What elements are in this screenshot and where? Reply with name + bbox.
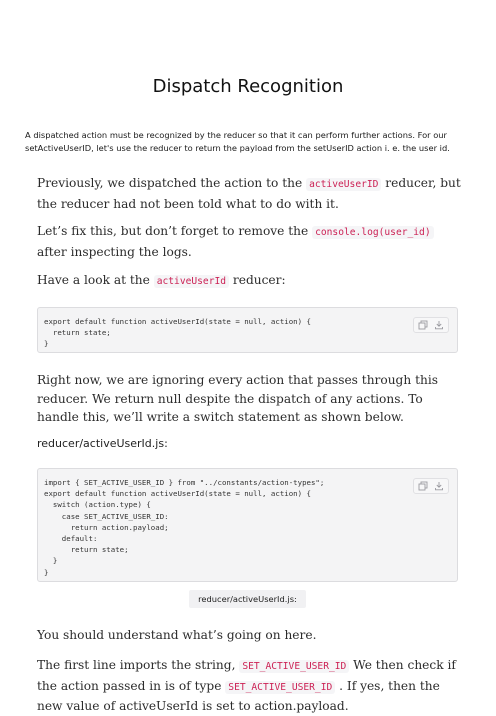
code-actions [413, 317, 449, 333]
text: Have a look at the [37, 273, 154, 287]
paragraph-fix [37, 222, 462, 261]
text: after inspecting the logs. [37, 244, 192, 259]
text: reducer, but the reducer had not been told what to do with it. [37, 176, 461, 211]
inline-code: SET_ACTIVE_USER_ID [239, 660, 349, 673]
inline-code: activeUserID [306, 178, 381, 191]
text: Previously, we dispatched the action to the [37, 176, 307, 190]
code-caption: reducer/activeUserId.js: [189, 590, 306, 608]
paragraph-understand: You should understand what’s going on here. [37, 628, 317, 642]
paragraph-first-line [37, 656, 462, 716]
text: Let’s fix this, but don’t forget to remove the [37, 224, 313, 238]
code-actions [413, 478, 449, 494]
lesson-summary: A dispatched action must be recognized by the reducer so that it can perform further actions. For our setActiveUserID, let's use the reducer to return the payload from the setUserID action i. e. the user id. [25, 130, 450, 153]
page-title: Dispatch Recognition [152, 76, 344, 97]
copy-icon[interactable] [418, 481, 428, 491]
code-block-reducer [37, 468, 458, 582]
inline-code: console.log(user_id) [312, 226, 434, 239]
download-icon[interactable] [434, 481, 444, 491]
paragraph-right-now: Right now, we are ignoring every action that passes through this reducer. We return null despite the dispatch of any actions. To handle this, we’ll write a switch statement as shown below. [37, 373, 438, 424]
code-text: export default function activeUserId(state = null, action) { return state; } [44, 317, 311, 349]
code-text: import { SET_ACTIVE_USER_ID } from "../constants/action-types"; export default function activeUserId(state = null, action) { switch (action.type) { case SET_ACTIVE_USER_ID: return action.payload; default: return state; } } [44, 478, 325, 577]
text: reducer: [229, 273, 286, 287]
download-icon[interactable] [434, 320, 444, 330]
paragraph-have-a-look [37, 271, 462, 292]
file-heading: reducer/activeUserId.js: [37, 437, 168, 450]
text: . If yes, then the new value of activeUserId is set to action.payload. [37, 678, 440, 713]
copy-icon[interactable] [418, 320, 428, 330]
text: The first line imports the string, [37, 658, 240, 672]
paragraph-previously [37, 174, 462, 213]
code-block-initial [37, 307, 458, 353]
inline-code: SET_ACTIVE_USER_ID [225, 681, 335, 694]
inline-code: activeUserId [154, 275, 229, 288]
text: We then check if the action passed in is of type [37, 658, 456, 693]
